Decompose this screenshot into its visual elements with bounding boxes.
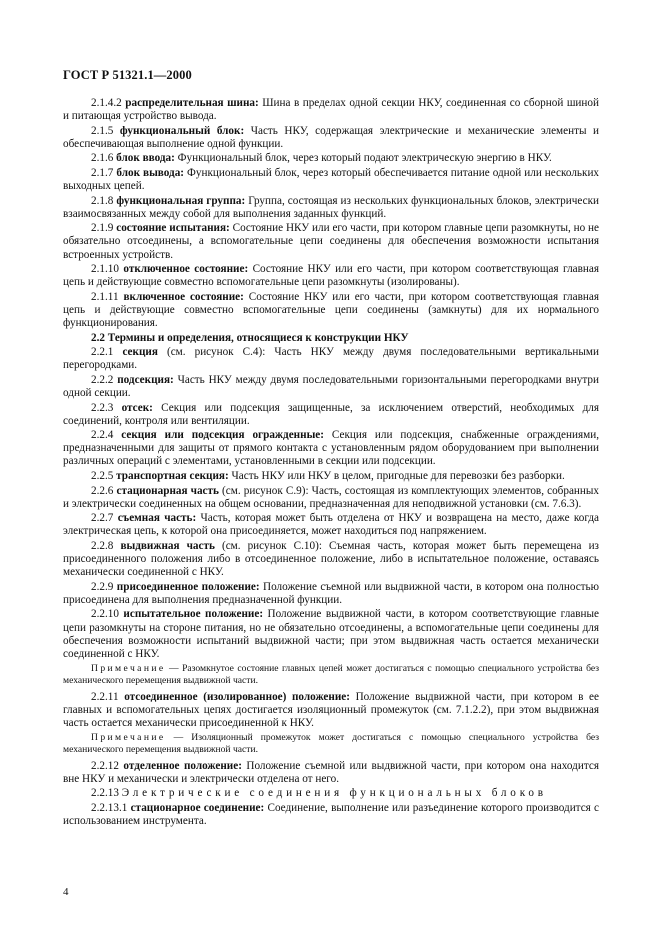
clause-term: выдвижная часть [120,540,215,552]
clause-number: 2.1.9 [91,222,114,235]
clause-term: съемная часть: [117,512,197,525]
clause-2-2-8 [63,540,599,579]
clause-text: Секция или подсекция защищенные, за исключением отверстий, необходимых для соединений, контроля или вентиляции. [63,401,600,427]
clause-term: секция или подсекция огражденные: [121,429,324,442]
clause-2-2-7 [63,512,599,538]
clause-2-2-9 [63,581,599,607]
clause-text: Часть, которая может быть отделена от НКУ и возвращена на место, даже когда электрическая цепь, к которой она присоединяется, может находиться под напряжением. [63,512,600,538]
clause-term: функциональный блок: [119,124,245,137]
page-number: 4 [63,886,69,898]
clause-text: Функциональный блок, через который подают электрическую энергию в НКУ. [174,152,552,165]
document-body [63,97,599,830]
clause-number: 2.2.13.1 [91,802,128,815]
clause-text: Секция или подсекция, снабженные ограждениями, предназначенными для защиты от прямого контакта с установленным рядом оборудованием при выполнении различных операций с элементами, установленными в секции или подсекции. [63,429,599,468]
section-heading-2-2: 2.2 Термины и определения, относящиеся к конструкции НКУ [91,331,409,344]
clause-2-2-11 [63,691,599,730]
clause-2-1-7 [63,167,599,193]
clause-term: отключенное состояние: [123,263,249,276]
clause-term: стационарная часть [116,484,219,497]
note-1 [63,663,599,688]
clause-term: стационарное соединение: [130,802,265,815]
clause-text: Положение выдвижной части, в котором соответствующие главные цепи разомкнуты на стороне питания, но не обязательно отсоединены, а вспомогательные цепи соединены для обеспечения возможности испытаний выдвижной части; при этом выдвижная часть остается механически соединенной с НКУ. [63,608,599,660]
clause-term: транспортная секция: [116,470,229,483]
clause-2-2-13 [63,787,599,800]
clause-text: Шина в пределах одной секции НКУ, соединенная со сборной шиной и питающая устройство вывода. [63,97,599,123]
clause-number: 2.2.11 [91,690,119,703]
clause-number: 2.2.8 [91,540,114,552]
clause-number: 2.2.7 [91,512,114,525]
clause-text: Группа, состоящая из нескольких функциональных блоков, электрически взаимосвязанных между собой для выполнения заданных функций. [63,194,600,220]
clause-term: присоединенное положение: [116,580,260,593]
clause-text: Положение выдвижной части, при котором в ее главных и вспомогательных цепях достигается изоляционный промежуток (см. 7.1.2.2), при этом выдвижная часть остается механически присоединенной к НКУ. [63,690,599,729]
clause-text: Состояние НКУ или его части, при котором соответствующая главная цепь и действующие совместно вспомогательные цепи разомкнуты (изолированы). [63,263,599,289]
clause-term: распределительная шина: [125,97,259,109]
clause-number: 2.1.11 [91,290,119,303]
document-header: ГОСТ Р 51321.1—2000 [63,68,192,82]
note-text: — Разомкнутое состояние главных цепей может достигаться с помощью специального устройства без механического перемещения выдвижной части. [63,662,599,687]
clause-2-2-13-1 [63,802,599,828]
clause-number: 2.1.6 [91,152,114,165]
note-label: Примечание [91,731,166,743]
clause-2-2-3 [63,402,599,428]
clause-number: 2.2.10 [91,608,119,621]
clause-number: 2.2.13 [91,787,119,800]
clause-text: Часть НКУ между двумя последовательными горизонтальными перегородками внутри одной секции. [63,373,599,399]
clause-number: 2.1.8 [91,194,114,207]
clause-2-2-5 [63,470,599,483]
clause-number: 2.2.12 [91,759,119,772]
clause-number: 2.1.7 [91,166,114,179]
clause-term: подсекция: [117,373,174,386]
clause-2-2-1 [63,346,599,372]
clause-number: 2.2.4 [91,429,114,442]
clause-text: (см. рисунок С.9): Часть, состоящая из комплектующих элементов, собранных и электрически соединенных на общем основании, предназначенная для неподвижной установки (см. 7.6.3). [63,484,600,510]
clause-2-1-10 [63,263,599,289]
clause-number: 2.2.3 [91,401,114,414]
clause-2-1-4-2 [63,97,599,123]
clause-2-2-2 [63,374,599,400]
clause-number: 2.2.6 [91,484,114,497]
clause-number: 2.1.10 [91,263,119,276]
clause-2-1-11 [63,291,599,330]
clause-term: состояние испытания: [116,222,230,235]
clause-term: отделенное положение: [123,759,242,772]
clause-text: Состояние НКУ или его части, при котором соответствующая главная цепь и действующие совместно вспомогательные цепи соединены (замкнуты) для их нормального функционирования. [63,290,599,329]
clause-term: испытательное положение: [123,608,264,621]
clause-2-2-12 [63,760,599,786]
clause-text: Часть НКУ или НКУ в целом, пригодные для перевозки без разборки. [228,470,565,483]
clause-2-1-9 [63,222,599,261]
clause-text: Положение съемной или выдвижной части, в котором она полностью присоединена для выполнения предназначенной функции. [63,580,600,606]
clause-term: блок вывода: [116,166,185,179]
clause-number: 2.2.1 [91,346,114,359]
note-text: — Изоляционный промежуток может достигаться с помощью специального устройства без механического перемещения выдвижной части. [63,731,599,756]
clause-text: Функциональный блок, через который обеспечивается питание одной или нескольких выходных цепей. [63,166,600,193]
clause-number: 2.1.5 [91,124,114,137]
note-2 [63,732,599,757]
clause-2-1-8 [63,195,599,221]
clause-2-1-5 [63,125,599,151]
clause-2-1-6 [63,152,599,165]
clause-text: (см. рисунок С.10): Съемная часть, которая может быть перемещена из присоединенного положения либо в отсоединенное положение, либо в испытательное положение, оставаясь механически соединенной с НКУ. [63,540,599,579]
clause-term: секция [122,346,158,359]
clause-number: 2.2.5 [91,470,114,483]
clause-2-2-6 [63,485,599,511]
clause-term: блок ввода: [116,152,175,165]
clause-number: 2.1.4.2 [91,97,122,109]
clause-term: отсек: [121,401,153,414]
clause-text: Положение съемной или выдвижной части, при котором она находится вне НКУ и механически и электрически отделена от него. [63,759,599,785]
clause-2-2-4 [63,429,599,468]
note-label: Примечание [91,662,166,674]
clause-number: 2.2.9 [91,580,114,593]
clause-text: Состояние НКУ или его части, при котором главные цепи разомкнуты, но не обязательно отсоединены, а вспомогательные цепи соединены для обеспечения возможности испытания встроенных устройств. [63,222,600,261]
clause-term: функциональная группа: [116,194,246,207]
clause-spaced-title: Электрические соединения функциональных блоков [121,787,547,800]
clause-text: (см. рисунок С.4): Часть НКУ между двумя последовательными вертикальными перегородками. [63,346,599,372]
clause-2-2-10 [63,608,599,660]
clause-term: включенное состояние: [123,290,244,303]
clause-text: Соединение, выполнение или разъединение которого производится с использованием инструмента. [63,802,600,828]
clause-number: 2.2.2 [91,373,114,386]
clause-term: отсоединенное (изолированное) положение: [124,690,350,703]
clause-text: Часть НКУ, содержащая электрические и механические элементы и обеспечивающая выполнение одной функции. [63,124,600,150]
